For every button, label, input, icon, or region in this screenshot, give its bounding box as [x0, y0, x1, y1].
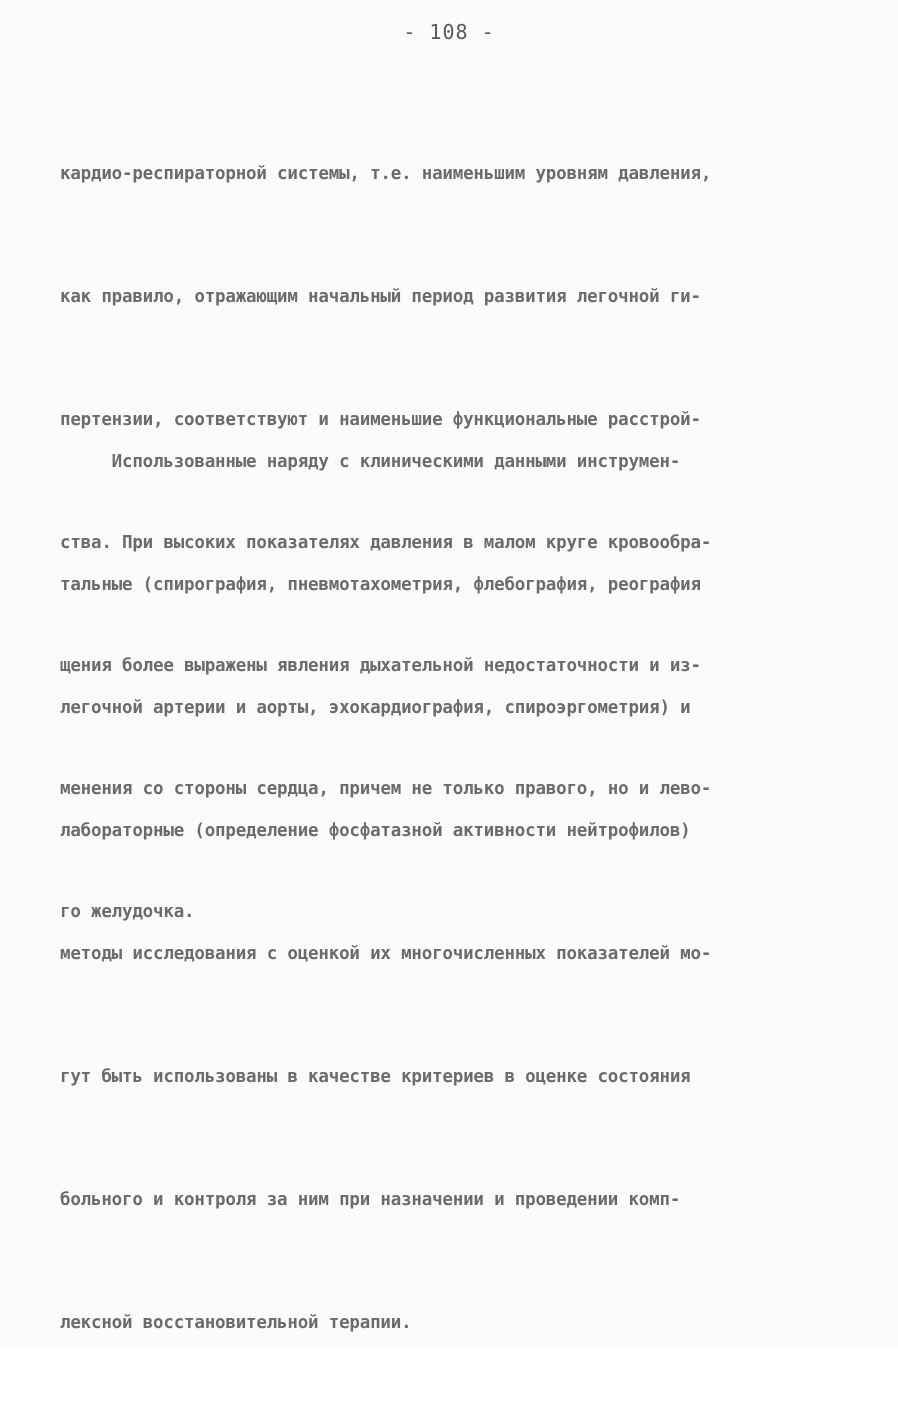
page-number: - 108 - [403, 20, 495, 44]
text-line: тальные (спирография, пневмотахометрия, флебография, реография [60, 575, 701, 595]
text-line: пертензии, соответствуют и наименьшие функциональные расстрой- [60, 410, 701, 430]
text-line: лексной восстановительной терапии. [60, 1313, 412, 1333]
text-line: больного и контроля за ним при назначении и проведении комп- [60, 1190, 681, 1210]
paragraph-2 [60, 360, 711, 1426]
text-line: менения со стороны сердца, причем не только правого, но и лево- [60, 779, 712, 799]
text-line: го желудочка. [60, 902, 195, 922]
text-line: лабораторные (определение фосфатазной активности нейтрофилов) [60, 821, 691, 841]
text-line: как правило, отражающим начальный период развития легочной ги- [60, 287, 701, 307]
text-line: методы исследования с оценкой их многочисленных показателей мо- [60, 944, 712, 964]
text-line: щения более выражены явления дыхательной недостаточности и из- [60, 656, 701, 676]
text-line: гут быть использованы в качестве критериев в оценке состояния [60, 1067, 691, 1087]
text-line: легочной артерии и аорты, эхокардиография, спироэргометрия) и [60, 698, 691, 718]
text-line: ства. При высоких показателях давления в малом круге кровообра- [60, 533, 712, 553]
text-line: кардио-респираторной системы, т.е. наименьшим уровням давления, [60, 164, 712, 184]
text-line: Использованные наряду с клиническими данными инструмен- [60, 452, 681, 472]
